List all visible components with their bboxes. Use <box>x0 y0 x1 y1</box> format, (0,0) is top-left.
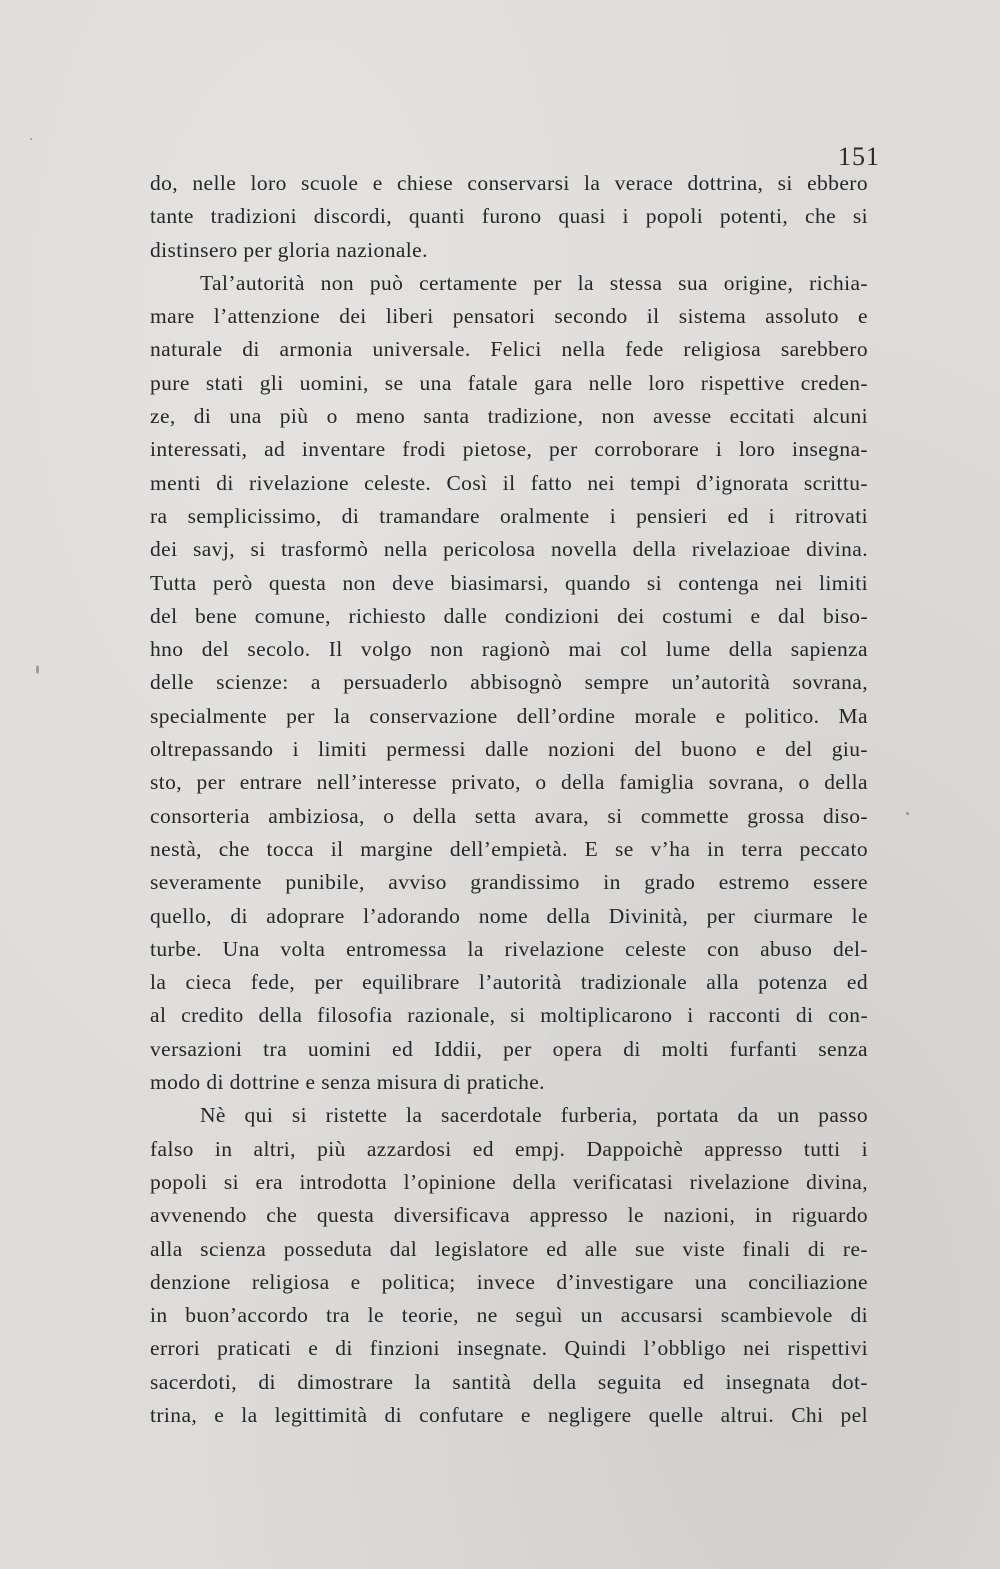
text-line: al credito della filosofia razionale, si moltiplicarono i racconti di con- <box>150 1003 868 1028</box>
text-line: delle scienze: a persuaderlo abbisognò sempre un’autorità sovrana, <box>150 670 868 695</box>
text-line: tante tradizioni discordi, quanti furono quasi i popoli potenti, che si <box>150 204 868 229</box>
text-line: hno del secolo. Il volgo non ragionò mai col lume della sapienza <box>150 637 868 662</box>
text-line: avvenendo che questa diversificava appresso le nazioni, in riguardo <box>150 1203 868 1228</box>
text-line: Nè qui si ristette la sacerdotale furberia, portata da un passo <box>200 1103 868 1128</box>
text-line: la cieca fede, per equilibrare l’autorità tradizionale alla potenza ed <box>150 970 868 995</box>
text-line: consorteria ambiziosa, o della setta avara, si commette grossa diso- <box>150 803 868 828</box>
text-line: denzione religiosa e politica; invece d’investigare una conciliazione <box>150 1269 868 1294</box>
text-line: naturale di armonia universale. Felici nella fede religiosa sarebbero <box>150 337 868 362</box>
text-line: ze, di una più o meno santa tradizione, non avesse eccitati alcuni <box>150 404 868 429</box>
text-line: quello, di adoprare l’adorando nome della Divinità, per ciurmare le <box>150 903 868 928</box>
paper-speck <box>36 665 39 674</box>
text-line: in buon’accordo tra le teorie, ne seguì un accusarsi scambievole di <box>150 1303 868 1328</box>
text-line: distinsero per gloria nazionale. <box>150 237 428 262</box>
text-line: del bene comune, richiesto dalle condizioni dei costumi e dal biso- <box>150 603 868 628</box>
text-line: do, nelle loro scuole e chiese conservarsi la verace dottrina, si ebbero <box>150 171 868 195</box>
text-line: popoli si era introdotta l’opinione della verificatasi rivelazione divina, <box>150 1169 868 1194</box>
text-line: severamente punibile, avviso grandissimo in grado estremo essere <box>150 870 868 895</box>
body-text <box>150 167 868 1432</box>
text-line: Tal’autorità non può certamente per la stessa sua origine, richia- <box>200 270 868 295</box>
text-line: menti di rivelazione celeste. Così il fatto nei tempi d’ignorata scrittu- <box>150 470 868 495</box>
text-line: sto, per entrare nell’interesse privato, o della famiglia sovrana, o della <box>150 770 868 795</box>
text-line: errori praticati e di finzioni insegnate. Quindi l’obbligo nei rispettivi <box>150 1336 868 1361</box>
text-line: nestà, che tocca il margine dell’empietà. E se v’ha in terra peccato <box>150 836 868 861</box>
text-line: oltrepassando i limiti permessi dalle nozioni del buono e del giu- <box>150 737 868 762</box>
text-line: ra semplicissimo, di tramandare oralmente i pensieri ed i ritrovati <box>150 503 868 528</box>
text-line: mare l’attenzione dei liberi pensatori secondo il sistema assoluto e <box>150 304 868 329</box>
text-line: pure stati gli uomini, se una fatale gara nelle loro rispettive creden- <box>150 370 868 395</box>
text-line: sacerdoti, di dimostrare la santità della seguita ed insegnata dot- <box>150 1369 868 1394</box>
text-line: modo di dottrine e senza misura di pratiche. <box>150 1070 545 1095</box>
text-line: dei savj, si trasformò nella pericolosa novella della rivelazioae divina. <box>150 537 868 562</box>
text-line: alla scienza posseduta dal legislatore ed alle sue viste finali di re- <box>150 1236 868 1261</box>
text-line: falso in altri, più azzardosi ed empj. Dappoichè appresso tutti i <box>150 1136 868 1161</box>
text-line: versazioni tra uomini ed Iddii, per opera di molti furfanti senza <box>150 1036 868 1061</box>
paper-speck <box>906 812 909 815</box>
text-line: turbe. Una volta entromessa la rivelazione celeste con abuso del- <box>150 936 868 961</box>
text-line: Tutta però questa non deve biasimarsi, quando si contenga nei limiti <box>150 570 868 595</box>
page-number: 151 <box>838 142 880 171</box>
paper-speck <box>30 138 32 140</box>
text-line: interessati, ad inventare frodi pietose, per corroborare i loro insegna- <box>150 437 868 462</box>
text-line: specialmente per la conservazione dell’ordine morale e politico. Ma <box>150 703 868 728</box>
text-line: trina, e la legittimità di confutare e negligere quelle altrui. Chi pel <box>150 1402 868 1427</box>
